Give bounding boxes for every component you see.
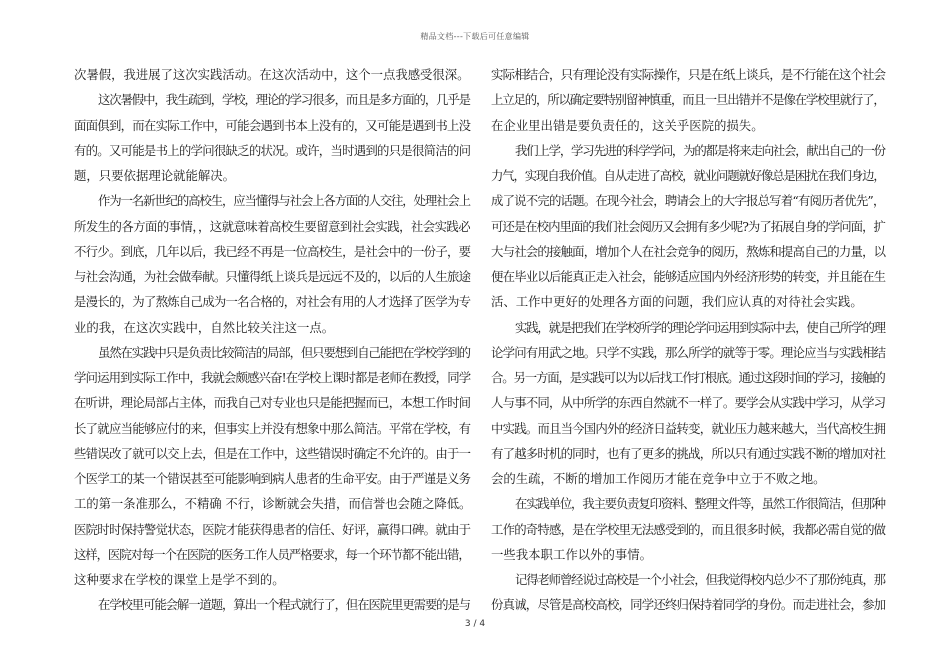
text-line: 个医学工的某一个错误甚至可能影响到病人患者的生命平安。由于严谨是义务 xyxy=(74,471,471,486)
text-line: 成了说不完的话题。在现今社会，聘请会上的大字报总写着“有阅历者优先”， xyxy=(491,193,885,209)
text-line: 工的第一条准那么，不精确 不行，诊断就会失措，而信誉也会随之降低。 xyxy=(74,496,472,512)
page-header: 精品文档---下载后可任意编辑 xyxy=(420,32,530,41)
text-line: 会的生疏，不断的增加工作阅历才能在竞争中立于不败之地。 xyxy=(491,471,826,486)
text-line: 虽然在实践中只是负责比较简洁的局部，但只要想到自己能把在学校学到的 xyxy=(98,344,470,360)
left-text-column xyxy=(74,62,470,618)
text-line: 长了就应当能够应付的来，但事实上并没有想象中那么简洁。平常在学校，有 xyxy=(74,420,471,436)
text-line: 次暑假，我进展了这次实践活动。在这次活动中，这个一点我感受很深。 xyxy=(74,67,470,82)
text-line: 不行少。到底，几年以后，我已经不再是一位高校生，是社会中的一份子，要 xyxy=(74,243,471,259)
text-line: 作为一名新世纪的高校生，应当懂得与社会上各方面的人交往，处理社会上 xyxy=(98,193,470,209)
text-line: 在企业里出错是要负责任的，这关乎医院的损失。 xyxy=(491,117,764,133)
text-line: 实际相结合，只有理论没有实际操作，只是在纸上谈兵，是不行能在这个社会 xyxy=(491,67,886,82)
text-line: 合。另一方面，是实践可以为以后找工作打根底。通过这段时间的学习，接触的 xyxy=(491,370,885,385)
text-line: 在实践单位，我主要负责复印资料、整理文件等，虽然工作很简洁，但那种 xyxy=(515,496,885,512)
text-line: 人与事不同，从中所学的东西自然就不一样了。要学会从实践中学习，从学习 xyxy=(491,395,886,411)
text-line: 这种要求在学校的课堂上是学不到的。 xyxy=(74,572,285,587)
text-line: 记得老师曾经说过高校是一个小社会，但我觉得校内总少不了那份纯真，那 xyxy=(515,572,885,587)
text-line: 可还是在校内里面的我们社会阅历又会拥有多少呢?为了拓展自身的学问面，扩 xyxy=(491,218,885,234)
text-line: 面面俱到，而在实际工作中，可能会遇到书本上没有的，又可能是遇到书上没 xyxy=(74,117,471,133)
right-text-column xyxy=(491,62,885,618)
text-line: 工作的奇特感，是在学校里无法感受到的，而且很多时候，我都必需自觉的做 xyxy=(491,521,886,537)
text-line: 实践，就是把我们在学校所学的理论学问运用到实际中去，使自己所学的理 xyxy=(515,319,885,335)
text-line: 活、工作中更好的处理各方面的问题，我们应认真的对待社会实践。 xyxy=(491,294,863,310)
text-line: 份真诚，尽管是高校高校，同学还终归保持着同学的身份。而走进社会，参加 xyxy=(491,597,886,613)
text-line: 与社会沟通，为社会做奉献。只懂得纸上谈兵是远远不及的，以后的人生旅途 xyxy=(74,269,471,284)
text-line: 力气，实现自我价值。自从走进了高校，就业问题就好像总是困扰在我们身边， xyxy=(491,168,885,183)
page-number: 3 / 4 xyxy=(464,619,486,629)
text-line: 一些我本职工作以外的事情。 xyxy=(491,546,653,562)
text-line: 论学问有用武之地。只学不实践，那么所学的就等于零。理论应当与实践相结 xyxy=(491,344,886,360)
text-line: 业的我，在这次实践中，自然比较关注这一点。 xyxy=(74,319,335,335)
text-line: 大与社会的接触面，增加个人在社会竞争的阅历，熬炼和提高自己的力量，以 xyxy=(491,243,886,259)
text-line: 这次暑假中，我生疏到，学校，理论的学习很多，而且是多方面的，几乎是 xyxy=(98,92,470,108)
text-line: 我们上学，学习先进的科学学问，为的都是将来走向社会，献出自己的一份 xyxy=(515,142,885,158)
text-line: 些错误改了就可以交上去，但是在工作中，这些错误时确定不允许的。由于一 xyxy=(74,445,471,461)
text-line: 中实践。而且当今国内外的经济日益转变，就业压力越来越大，当代高校生拥 xyxy=(491,420,886,436)
text-line: 有的。又可能是书上的学问很缺乏的状况。或许，当时遇到的只是很简洁的问 xyxy=(74,142,471,158)
text-line: 题，只要依据理论就能解决。 xyxy=(74,168,236,183)
text-line: 医院时时保持警觉状态，医院才能获得患者的信任、好评，赢得口碑。就由于 xyxy=(74,521,471,537)
text-line: 上立足的，所以确定要特别留神慎重，而且一旦出错并不是像在学校里就行了， xyxy=(491,92,885,108)
text-line: 学问运用到实际工作中，我就会颇感兴奋!在学校上课时都是老师在教授，同学 xyxy=(74,370,471,385)
text-line: 所发生的各方面的事情，，这就意味着高校生要留意到社会实践，社会实践必 xyxy=(74,218,471,234)
text-line: 便在毕业以后能真正走入社会，能够适应国内外经济形势的转变，并且能在生 xyxy=(491,269,886,284)
text-line: 这样，医院对每一个在医院的医务工作人员严格要求，每一个环节都不能出错， xyxy=(74,546,470,562)
text-line: 是漫长的，为了熬炼自己成为一名合格的，对社会有用的人才选择了医学为专 xyxy=(74,294,471,310)
text-line: 有了越多时机的同时，也有了更多的挑战，所以只有通过实践不断的增加对社 xyxy=(491,445,886,461)
text-line: 在听讲，理论局部占主体，而我自己对专业也只是能把握而已，本想工作时间 xyxy=(74,395,471,411)
text-line: 在学校里可能会解一道题，算出一个程式就行了，但在医院里更需要的是与 xyxy=(98,597,470,613)
